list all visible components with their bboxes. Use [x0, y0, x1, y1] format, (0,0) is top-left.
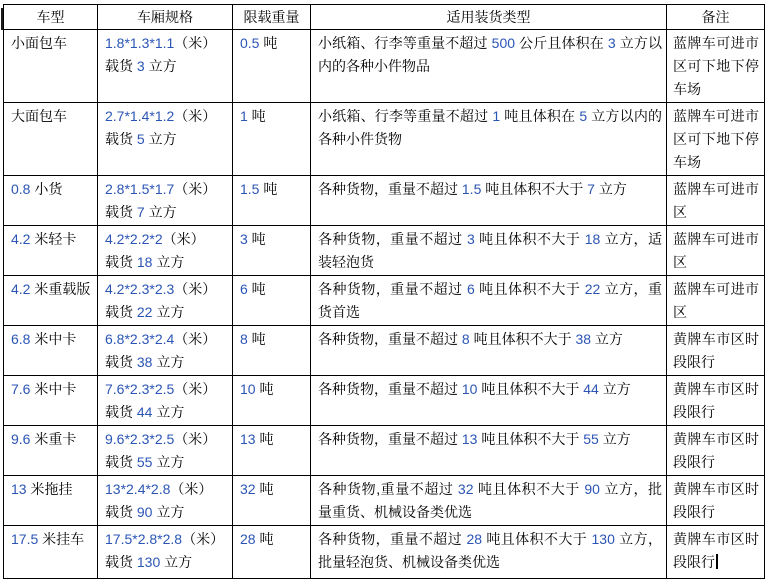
- remark-cell: 蓝牌车可进市区: [667, 176, 765, 226]
- box-spec-cell: [98, 176, 233, 226]
- vehicle-type-cell: 7.6 米中卡: [4, 376, 98, 426]
- load-limit-cell: 32 吨: [233, 476, 311, 526]
- table-row: [4, 176, 765, 226]
- spec-line: 载货 130 立方: [105, 554, 193, 570]
- remark-cell: 黄牌车市区时段限行: [667, 326, 765, 376]
- column-header-box-spec: 车厢规格: [98, 5, 233, 30]
- text-cursor: [716, 554, 718, 569]
- cargo-type-cell: 小纸箱、行李等重量不超过 1 吨且体积在 5 立方以内的各种小件货物: [311, 103, 667, 176]
- table-row: [4, 426, 765, 476]
- remark-cell: 蓝牌车可进市区可下地下停车场: [667, 30, 765, 103]
- vehicle-type-cell: 6.8 米中卡: [4, 326, 98, 376]
- box-spec-cell: [98, 476, 233, 526]
- header-row: [4, 5, 765, 30]
- spec-line: 13*2.4*2.8（米）: [105, 481, 213, 497]
- spec-line: 载货 90 立方: [105, 504, 185, 520]
- vehicle-type-cell: 0.8 小货: [4, 176, 98, 226]
- load-limit-cell: 1.5 吨: [233, 176, 311, 226]
- spec-line: 17.5*2.8*2.8（米）: [105, 531, 225, 547]
- cargo-type-cell: 各种货物，重量不超过 10 吨且体积不大于 44 立方: [311, 376, 667, 426]
- spec-line: 6.8*2.3*2.4（米）: [105, 331, 217, 347]
- vehicle-type-cell: 4.2 米轻卡: [4, 226, 98, 276]
- table-body: [4, 30, 765, 579]
- spec-line: 4.2*2.2*2（米）: [105, 231, 205, 247]
- vehicle-type-cell: 小面包车: [4, 30, 98, 103]
- cargo-type-cell: 各种货物，重量不超过 3 吨且体积不大于 18 立方，适装轻泡货: [311, 226, 667, 276]
- load-limit-cell: 13 吨: [233, 426, 311, 476]
- spec-line: 1.8*1.3*1.1（米）: [105, 35, 217, 51]
- cargo-type-cell: 各种货物，重量不超过 8 吨且体积不大于 38 立方: [311, 326, 667, 376]
- cargo-type-cell: 各种货物，重量不超过 6 吨且体积不大于 22 立方，重货首选: [311, 276, 667, 326]
- spec-line: 2.7*1.4*1.2（米）: [105, 108, 217, 124]
- table-row: [4, 30, 765, 103]
- column-header-vehicle-type: 车型: [4, 5, 98, 30]
- spec-line: 载货 18 立方: [105, 254, 185, 270]
- vehicle-type-cell: 大面包车: [4, 103, 98, 176]
- spec-line: 载货 22 立方: [105, 304, 185, 320]
- cargo-type-cell: 各种货物，重量不超过 28 吨且体积不大于 130 立方，批量轻泡货、机械设备类优选: [311, 526, 667, 579]
- load-limit-cell: 1 吨: [233, 103, 311, 176]
- box-spec-cell: [98, 276, 233, 326]
- cargo-type-cell: 小纸箱、行李等重量不超过 500 公斤且体积在 3 立方以内的各种小件物品: [311, 30, 667, 103]
- spec-line: 9.6*2.3*2.5（米）: [105, 431, 217, 447]
- cargo-type-cell: 各种货物，重量不超过 1.5 吨且体积不大于 7 立方: [311, 176, 667, 226]
- table-row: [4, 103, 765, 176]
- cargo-type-cell: 各种货物,重量不超过 32 吨且体积不大于 90 立方，批量重货、机械设备类优选: [311, 476, 667, 526]
- spec-line: 载货 7 立方: [105, 204, 177, 220]
- load-limit-cell: 3 吨: [233, 226, 311, 276]
- remark-cell: 黄牌车市区时段限行: [667, 426, 765, 476]
- remark-cell: 黄牌车市区时段限行: [667, 376, 765, 426]
- spec-line: 载货 38 立方: [105, 354, 185, 370]
- column-header-cargo-type: 适用装货类型: [311, 5, 667, 30]
- remark-cell: 蓝牌车可进市区: [667, 226, 765, 276]
- load-limit-cell: 10 吨: [233, 376, 311, 426]
- spec-line: 载货 5 立方: [105, 131, 177, 147]
- box-spec-cell: [98, 526, 233, 579]
- remark-cell: 黄牌车市区时段限行: [667, 476, 765, 526]
- table-row: [4, 526, 765, 579]
- remark-cell: 黄牌车市区时段限行: [667, 526, 765, 579]
- vehicle-type-cell: 9.6 米重卡: [4, 426, 98, 476]
- spec-line: 载货 3 立方: [105, 58, 177, 74]
- box-spec-cell: [98, 326, 233, 376]
- box-spec-cell: [98, 376, 233, 426]
- spec-line: 4.2*2.3*2.3（米）: [105, 281, 217, 297]
- spec-line: 7.6*2.3*2.5（米）: [105, 381, 217, 397]
- box-spec-cell: [98, 426, 233, 476]
- spec-line: 2.8*1.5*1.7（米）: [105, 181, 217, 197]
- cargo-type-cell: 各种货物，重量不超过 13 吨且体积不大于 55 立方: [311, 426, 667, 476]
- column-header-load-limit: 限载重量: [233, 5, 311, 30]
- spec-line: 载货 55 立方: [105, 454, 185, 470]
- table-row: [4, 376, 765, 426]
- box-spec-cell: [98, 30, 233, 103]
- column-header-remark: 备注: [667, 5, 765, 30]
- vehicle-type-cell: 13 米拖挂: [4, 476, 98, 526]
- table-row: [4, 476, 765, 526]
- load-limit-cell: 0.5 吨: [233, 30, 311, 103]
- box-spec-cell: [98, 103, 233, 176]
- table-row: [4, 226, 765, 276]
- table-row: [4, 326, 765, 376]
- load-limit-cell: 6 吨: [233, 276, 311, 326]
- spec-line: 载货 44 立方: [105, 404, 185, 420]
- box-spec-cell: [98, 226, 233, 276]
- remark-cell: 蓝牌车可进市区: [667, 276, 765, 326]
- vehicle-spec-table: [3, 4, 765, 579]
- vehicle-type-cell: 17.5 米挂车: [4, 526, 98, 579]
- vehicle-type-cell: 4.2 米重载版: [4, 276, 98, 326]
- load-limit-cell: 28 吨: [233, 526, 311, 579]
- remark-cell: 蓝牌车可进市区可下地下停车场: [667, 103, 765, 176]
- table-row: [4, 276, 765, 326]
- load-limit-cell: 8 吨: [233, 326, 311, 376]
